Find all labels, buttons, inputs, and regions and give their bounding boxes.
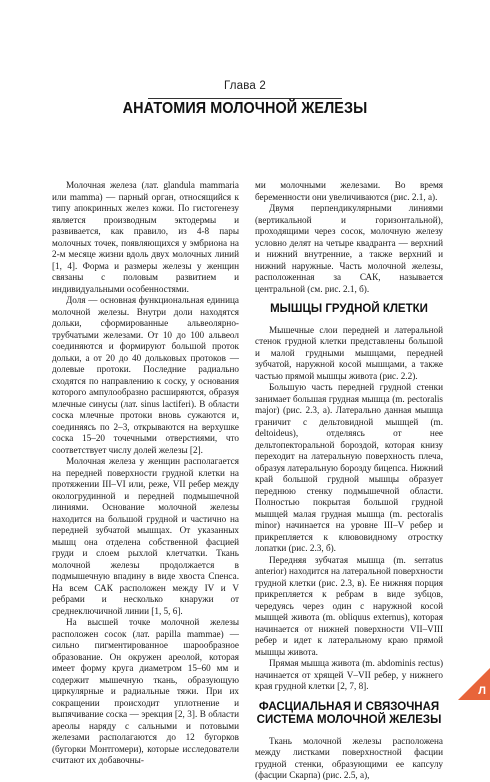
chapter-title: АНАТОМИЯ МОЛОЧНОЙ ЖЕЛЕЗЫ: [122, 100, 368, 117]
paragraph: Доля — основная функциональная единица молочной железы. Внутри доли находятся дольки, сформированные альвеолярно-трубчатыми железами. От 10 до 100 альвеол соединяются и формируют большой проток дольки, а от 20 до 40 дольковых протоков — долевые протоки. Последние радиально сходятся по направлению к соску, у основания которого ампулообразно расширяются, образуя млечные синусы (лат. sinus lactiferi). В области соска млечные протоки вновь сужаются и, соединяясь по 2–3, открываются на верхушке соска 15–20 точечными отверстиями, что соответствует числу долей железы [2].: [52, 295, 239, 455]
publisher-logo-icon: Л: [478, 685, 486, 697]
paragraph: На высшей точке молочной железы расположен сосок (лат. papilla mammae) — сильно пигментированное шарообразное образование. Он окружен ареолой, которая имеет форму круга диаметром 15–60 мм и содержит мышечную ткань, образующую циркулярные и радиальные тяжи. При их сокращении происходит уплотнение и выпячивание соска — эрекция [2, 3]. В области ареолы наряду с сальными и потовыми железами располагаются до 12 бугорков (бугорки Монтгомери), которые исследователи считают их добавочны-: [52, 617, 239, 765]
chapter-label: Глава 2: [223, 80, 267, 92]
left-column: [52, 180, 239, 767]
section-heading-chest-muscles: МЫШЦЫ ГРУДНОЙ КЛЕТКИ: [270, 303, 428, 315]
paragraph: Ткань молочной железы расположена между листками поверхностной фасции грудной стенки, образующими ее капсулу (фасции Скарпа) (рис. 2.5, а),: [255, 735, 443, 780]
right-column: [255, 180, 443, 782]
paragraph: Двумя перпендикулярными линиями (вертикальной и горизонтальной), проходящими через сосок, молочную железу условно делят на четыре квадранта — верхний и нижний внутренние, а также верхний и нижний наружные. Часть молочной железы, расположенная за САК, называется центральной (см. рис. 2.1, б).: [255, 203, 443, 294]
paragraph: Прямая мышца живота (m. abdominis rectus) начинается от хрящей V–VII ребер, у нижнего края грудной клетки [2, 7, 8].: [255, 658, 443, 691]
paragraph: Молочная железа (лат. glandula mammaria или mamma) — парный орган, относящийся к типу апокринных желез кожи. По гистогенезу является производным эктодермы и развивается, как правило, из 4-8 пары молочных точек, появляющихся у эмбриона на 2-м месяце жизни вдоль двух молочных линий [1, 4]. Форма и размеры железы у женщин связаны с половым развитием и индивидуальными особенностями.: [52, 180, 239, 294]
paragraph: Молочная железа у женщин располагается на передней поверхности грудной клетки на протяжении III–VI или, реже, VII ребер между окологрудинной и передней подмышечной линиями. Основание молочной железы находится на большой грудной и частично на передней зубчатой мышцах. От указанных мышц она отделена собственной фасцией груди и слоем рыхлой клетчатки. Ткань молочной железы продолжается в подмышечную впадину в виде хвоста Спенса. На всем САК расположен между IV и V ребрами и несколько кнаружи от среднеключичной линии [1, 5, 6].: [52, 456, 239, 616]
paragraph-continued: ми молочными железами. Во время беременности они увеличиваются (рис. 2.1, а).: [255, 180, 443, 202]
paragraph: Передняя зубчатая мышца (m. serratus anterior) находится на латеральной поверхности грудной клетки (рис. 2.3, в). Ее нижняя порция прикрепляется к ребрам в виде зубцов, чередуясь через один с наружной косой мышцей живота (m. obliquus externus), которая начинается от нижней поверхности VII–VIII ребер и идет к латеральному краю прямой мышцы живота.: [255, 554, 443, 657]
section-heading-fascial-system: ФАСЦИАЛЬНАЯ И СВЯЗОЧНАЯ СИСТЕМА МОЛОЧНОЙ ЖЕЛЕЗЫ: [256, 700, 442, 726]
paragraph: Мышечные слои передней и латеральной стенок грудной клетки представлены большой и малой грудными мышцами, передней зубчатой, наружной косой мышцами, а также частью прямой мышцы живота (рис. 2.2).: [255, 324, 443, 381]
paragraph: Большую часть передней грудной стенки занимает большая грудная мышца (m. pectoralis major) (рис. 2.3, а). Латерально данная мышца граничит с дельтовидной мышцей (m. deltoideus), отделяясь от нее дельтопекторальной бороздой, которая книзу переходит на латеральную поверхность плеча, образуя латеральную борозду бицепса. Нижний край большой грудной мышцы образует переднюю стенку подмышечной области. Полностью покрытая большой грудной мышцей малая грудная мышца (m. pectoralis minor) начинается на уровне III–V ребер и прикрепляется к клювовидному отростку лопатки (рис. 2.3, б).: [255, 382, 443, 553]
title-divider: [148, 98, 342, 99]
